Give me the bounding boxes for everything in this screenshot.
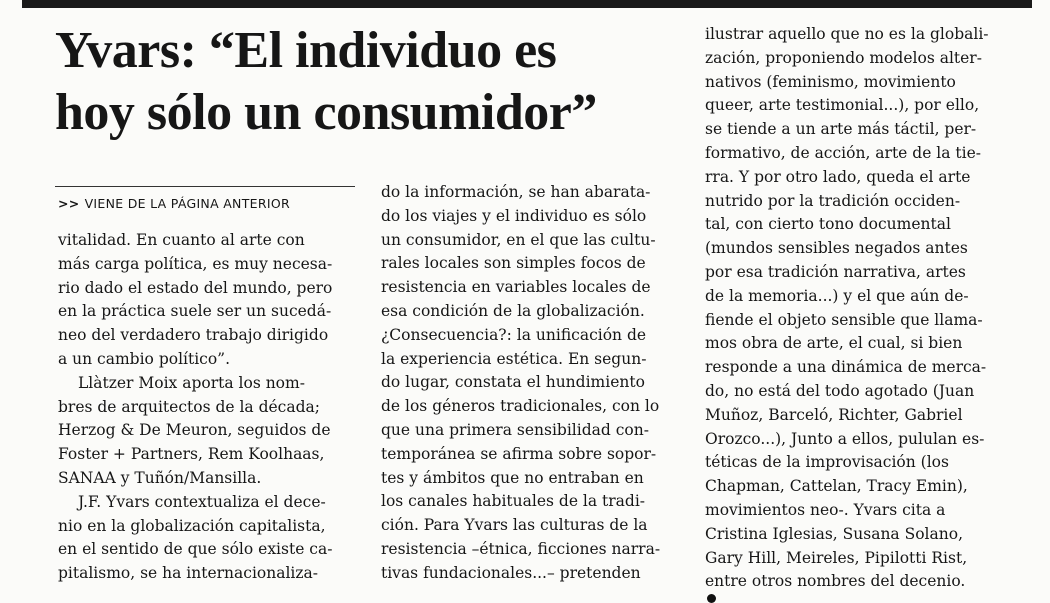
text-line: tivas fundacionales...– pretenden <box>381 563 641 582</box>
kicker-rule <box>55 186 355 187</box>
text-line: resistencia –étnica, ficciones narra- <box>381 539 661 558</box>
article-column-3 <box>705 23 1035 603</box>
double-chevron-icon: >> <box>58 196 80 211</box>
text-line: SANAA y Tuñón/Mansilla. <box>58 468 262 487</box>
text-line: Orozco...), Junto a ellos, pululan es- <box>705 429 985 448</box>
headline-line: Yvars: “El individuo es <box>55 22 557 79</box>
text-line: nio en la globalización capitalista, <box>58 516 326 535</box>
text-line: Chapman, Cattelan, Tracy Emin), <box>705 477 968 496</box>
top-rule <box>22 0 1032 8</box>
text-line: J.F. Yvars contextualiza el dece- <box>78 492 326 511</box>
text-line: Cristina Iglesias, Susana Solano, <box>705 524 963 543</box>
text-line: rales locales son simples focos de <box>381 254 646 273</box>
text-line: movimientos neo-. Yvars cita a <box>705 500 946 519</box>
text-line: Llàtzer Moix aporta los nom- <box>78 373 305 392</box>
kicker-text: VIENE DE LA PÁGINA ANTERIOR <box>84 196 290 211</box>
text-line: do los viajes y el individuo es sólo <box>381 206 647 225</box>
text-line: téticas de la improvisación (los <box>705 453 949 472</box>
text-line: do la información, se han abarata- <box>381 183 651 201</box>
text-line: más carga política, es muy necesa- <box>58 254 333 273</box>
text-line: neo del verdadero trabajo dirigido <box>58 326 329 345</box>
text-line: ¿Consecuencia?: la unificación de <box>381 325 647 344</box>
text-line: temporánea se afirma sobre sopor- <box>381 444 657 463</box>
text-line: de la memoria...) y el que aún de- <box>705 286 969 305</box>
text-line: un consumidor, en el que las cultu- <box>381 230 656 249</box>
text-line: se tiende a un arte más táctil, per- <box>705 120 977 139</box>
text-line: ilustrar aquello que no es la globali- <box>705 25 989 43</box>
text-line: rra. Y por otro lado, queda el arte <box>705 167 971 186</box>
text-line: la experiencia estética. En segun- <box>381 349 647 368</box>
text-line: queer, arte testimonial...), por ello, <box>705 96 980 115</box>
text-line: rio dado el estado del mundo, pero <box>58 278 333 297</box>
text-line: tal, con cierto tono documental <box>705 215 951 234</box>
text-line: mos obra de arte, el cual, si bien <box>705 334 963 353</box>
text-line: bres de arquitectos de la década; <box>58 397 320 416</box>
text-line: a un cambio político”. <box>58 349 231 368</box>
text-line: formativo, de acción, arte de la tie- <box>705 143 982 162</box>
text-line: los canales habituales de la tradi- <box>381 492 646 511</box>
text-line: tes y ámbitos que no entraban en <box>381 468 644 487</box>
text-line: Foster + Partners, Rem Koolhaas, <box>58 445 325 464</box>
text-line: responde a una dinámica de merca- <box>705 358 987 377</box>
text-line: en el sentido de que sólo existe ca- <box>58 540 333 559</box>
text-line: do lugar, constata el hundimiento <box>381 373 645 392</box>
text-line: Herzog & De Meuron, seguidos de <box>58 421 331 440</box>
text-line: do, no está del todo agotado (Juan <box>705 381 975 400</box>
last-line-wrapper <box>705 570 1035 603</box>
text-line: resistencia en variables locales de <box>381 278 651 297</box>
end-of-article-dot-icon <box>707 594 716 603</box>
text-line: ción. Para Yvars las culturas de la <box>381 516 648 535</box>
text-line: fiende el objeto sensible que llama- <box>705 310 983 329</box>
text-line: por esa tradición narrativa, artes <box>705 262 966 281</box>
text-line: Gary Hill, Meireles, Pipilotti Rist, <box>705 548 968 567</box>
text-line: pitalismo, se ha internacionaliza- <box>58 564 319 583</box>
text-line: de los géneros tradicionales, con lo <box>381 397 660 416</box>
article-column-2 <box>381 181 686 586</box>
text-line: en la práctica suele ser un sucedá- <box>58 302 332 321</box>
headline-line: hoy sólo un consumidor” <box>55 84 597 141</box>
text-line: vitalidad. En cuanto al arte con <box>58 231 305 249</box>
text-line: nativos (feminismo, movimiento <box>705 72 956 91</box>
continued-from-kicker <box>58 196 290 211</box>
text-line: esa condición de la globalización. <box>381 301 645 320</box>
text-line: entre otros nombres del decenio. <box>705 572 966 591</box>
text-line: que una primera sensibilidad con- <box>381 420 649 439</box>
text-line: nutrido por la tradición occiden- <box>705 191 961 210</box>
text-line: (mundos sensibles negados antes <box>705 239 968 258</box>
article-column-1 <box>58 229 358 586</box>
text-line: Muñoz, Barceló, Richter, Gabriel <box>705 405 963 424</box>
text-line: zación, proponiendo modelos alter- <box>705 48 982 67</box>
headline <box>55 20 695 144</box>
